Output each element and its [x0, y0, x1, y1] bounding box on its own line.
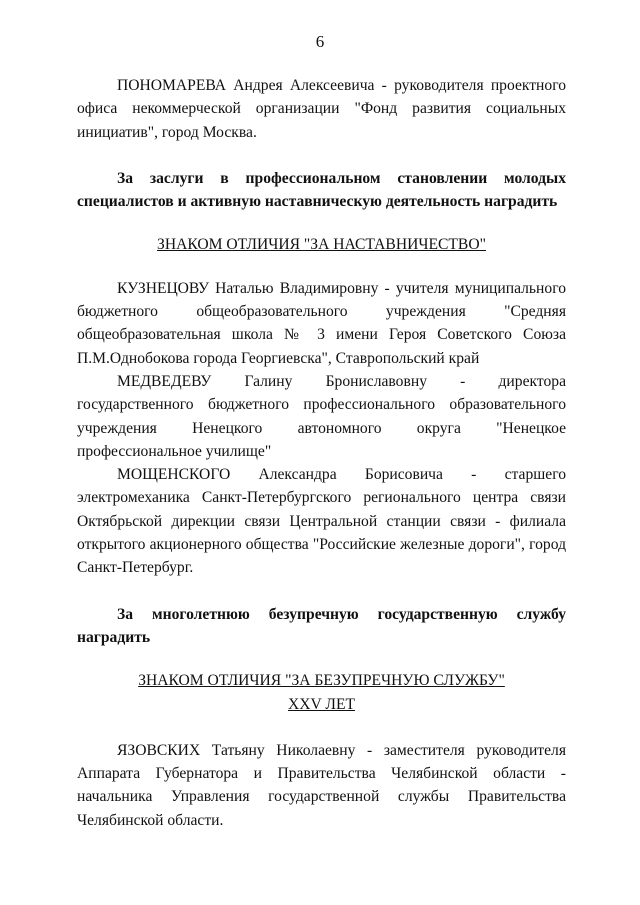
paragraph-ponomareva: ПОНОМАРЕВА Андрея Алексеевича - руководителя проектного офиса некоммерческой организации "Фонд развития социальных инициатив", город Москва.	[77, 77, 566, 141]
award-intro-mentorship: За заслуги в профессиональном становлении молодых специалистов и активную наставническую деятельность наградить	[77, 169, 566, 211]
document-body	[77, 74, 566, 832]
award-title-service-years: XXV ЛЕТ	[287, 695, 356, 713]
award-intro-service: За многолетнюю безупречную государственную службу наградить	[77, 605, 566, 646]
award-title-mentorship: ЗНАКОМ ОТЛИЧИЯ "ЗА НАСТАВНИЧЕСТВО"	[157, 236, 486, 254]
paragraph-moshchenskiy: МОЩЕНСКОГО Александра Борисовича - старшего электромеханика Санкт-Петербургского регионального центра связи Октябрьской дирекции связи Центральной станции связи - филиала открытого акционерного общества "Российские железные дороги", город Санкт-Петербург.	[77, 466, 566, 577]
award-title-service: ЗНАКОМ ОТЛИЧИЯ "ЗА БЕЗУПРЕЧНУЮ СЛУЖБУ"	[138, 672, 505, 690]
paragraph-yazovskikh: ЯЗОВСКИХ Татьяну Николаевну - заместителя руководителя Аппарата Губернатора и Правительства Челябинской области - начальника Управления государственной службы Правительства Челябинской области.	[77, 741, 566, 829]
page-number: 6	[315, 32, 325, 51]
paragraph-kuznetsova: КУЗНЕЦОВУ Наталью Владимировну - учителя муниципального бюджетного общеобразовательного учреждения "Средняя общеобразовательная школа № 3 имени Героя Советского Союза П.М.Однобокова города Георгиевска", Ставропольский край	[77, 279, 566, 367]
paragraph-medvedeva: МЕДВЕДЕВУ Галину Брониславовну - директора государственного бюджетного профессионального образовательного учреждения Ненецкого автономного округа "Ненецкое профессиональное училище"	[77, 372, 566, 460]
